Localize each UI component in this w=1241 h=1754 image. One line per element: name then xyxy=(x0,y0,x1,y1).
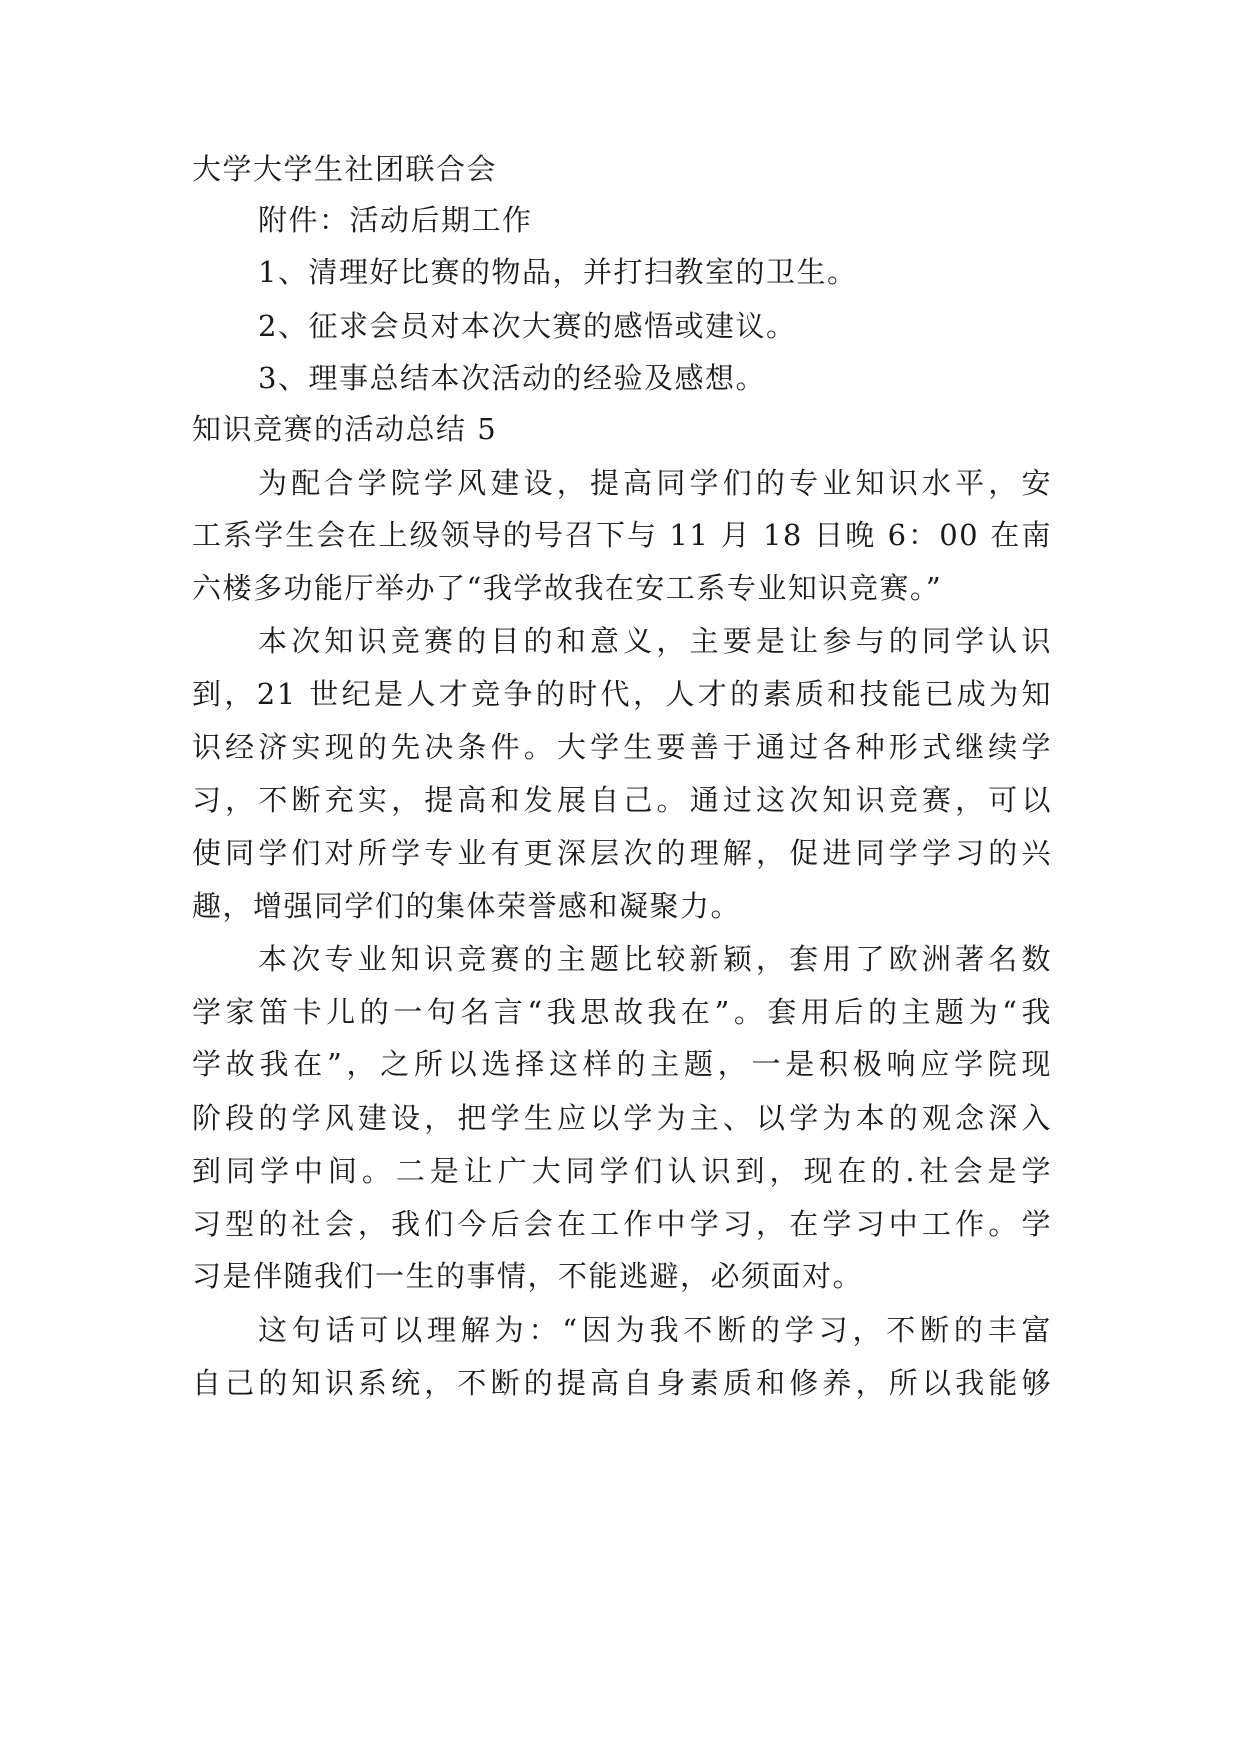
org-signature: 大学大学生社团联合会 xyxy=(192,152,498,186)
attachment-heading: 附件：活动后期工作 xyxy=(258,203,533,237)
paragraph-line: 到同学中间。二是让广大同学们认识到，现在的.社会是学 xyxy=(192,1154,1052,1188)
paragraph-line: 工系学生会在上级领导的号召下与 11 月 18 日晚 6：00 在南 xyxy=(192,518,1052,552)
paragraph-line: 识经济实现的先决条件。大学生要善于通过各种形式继续学 xyxy=(192,730,1052,764)
paragraph-line: 习型的社会，我们今后会在工作中学习，在学习中工作。学 xyxy=(192,1207,1052,1241)
paragraph-line: 本次知识竞赛的目的和意义，主要是让参与的同学认识 xyxy=(258,624,1052,658)
list-item: 1、清理好比赛的物品，并打扫教室的卫生。 xyxy=(258,255,858,289)
paragraph-line: 阶段的学风建设，把学生应以学为主、以学为本的观念深入 xyxy=(192,1101,1052,1135)
paragraph-line: 习，不断充实，提高和发展自己。通过这次知识竞赛，可以 xyxy=(192,783,1052,817)
paragraph-line: 自己的知识系统，不断的提高自身素质和修养，所以我能够 xyxy=(192,1366,1052,1400)
paragraph-line: 习是伴随我们一生的事情，不能逃避，必须面对。 xyxy=(192,1259,864,1293)
paragraph-line: 本次专业知识竞赛的主题比较新颖，套用了欧洲著名数 xyxy=(258,942,1052,976)
paragraph-line: 这句话可以理解为：“因为我不断的学习，不断的丰富 xyxy=(258,1313,1052,1347)
list-item: 2、征求会员对本次大赛的感悟或建议。 xyxy=(258,309,797,343)
section-title: 知识竞赛的活动总结 5 xyxy=(192,412,498,446)
paragraph-line: 学故我在”，之所以选择这样的主题，一是积极响应学院现 xyxy=(192,1047,1052,1081)
paragraph-line: 趣，增强同学们的集体荣誉感和凝聚力。 xyxy=(192,889,742,923)
paragraph-line: 使同学们对所学专业有更深层次的理解，促进同学学习的兴 xyxy=(192,836,1052,870)
paragraph-line: 六楼多功能厅举办了“我学故我在安工系专业知识竞赛。” xyxy=(192,571,943,605)
list-item: 3、理事总结本次活动的经验及感想。 xyxy=(258,361,766,395)
paragraph-line: 到，21 世纪是人才竞争的时代，人才的素质和技能已成为知 xyxy=(192,677,1052,711)
paragraph-line: 学家笛卡儿的一句名言“我思故我在”。套用后的主题为“我 xyxy=(192,995,1052,1029)
paragraph-line: 为配合学院学风建设，提高同学们的专业知识水平，安 xyxy=(258,466,1052,500)
